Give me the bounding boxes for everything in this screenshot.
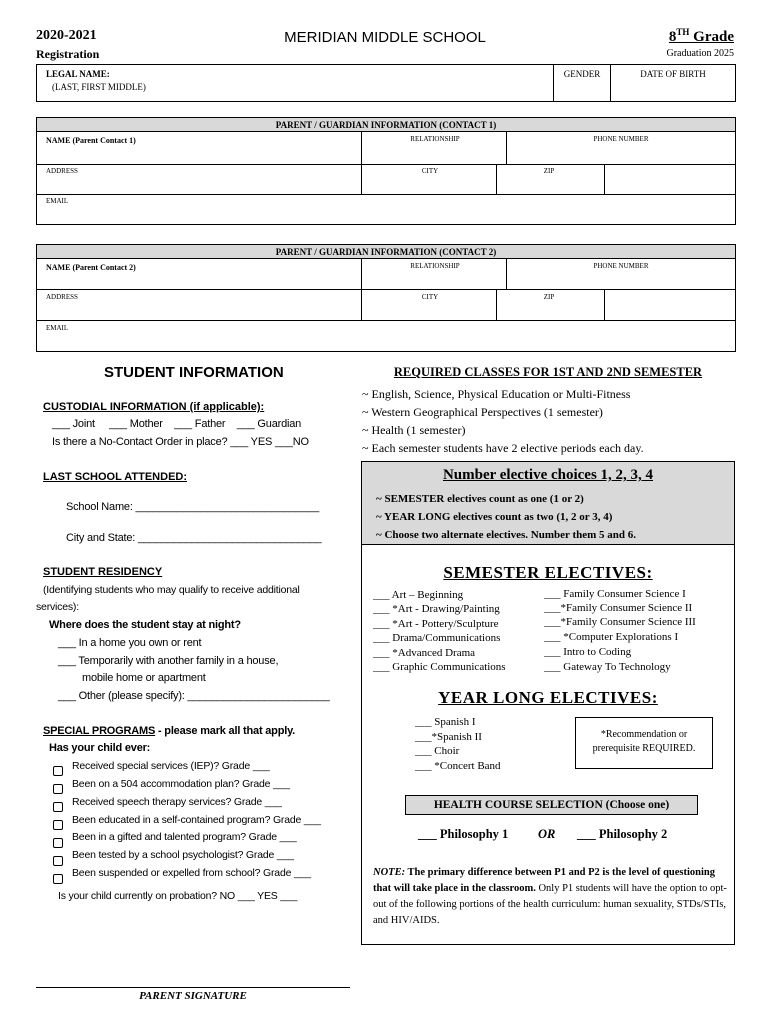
contact1-city-field[interactable] xyxy=(365,176,493,192)
special-checkbox-5[interactable] xyxy=(53,856,63,866)
contact1-address-label: ADDRESS xyxy=(46,167,78,175)
special-item-4: Been in a gifted and talented program? Grade ___ xyxy=(72,831,297,843)
required-item-2: ~ Health (1 semester) xyxy=(362,423,466,437)
legal-name-sub: (LAST, FIRST MIDDLE) xyxy=(52,82,146,92)
semester-right-5[interactable]: ___ Gateway To Technology xyxy=(544,661,671,673)
semester-right-3[interactable]: ___ *Computer Explorations I xyxy=(544,631,679,643)
special-programs-suffix: - please mark all that apply. xyxy=(155,725,296,737)
contact2-city-label: CITY xyxy=(421,293,439,301)
yearlong-item-0[interactable]: ___ Spanish I xyxy=(415,716,476,728)
contact1-zip-field[interactable] xyxy=(499,176,603,192)
custodial-options[interactable]: ___ Joint ___ Mother ___ Father ___ Guardian xyxy=(52,418,302,430)
special-item-3: Been educated in a self-contained program? Grade ___ xyxy=(72,814,321,826)
legal-name-field[interactable] xyxy=(41,68,549,98)
contact2-email-label: EMAIL xyxy=(46,324,69,332)
school-name-line[interactable]: School Name: _______________________________ xyxy=(66,501,319,513)
elective-choices-title: Number elective choices 1, 2, 3, 4 xyxy=(442,467,654,483)
legal-name-label: LEGAL NAME: xyxy=(46,69,110,79)
yearlong-item-2[interactable]: ___ Choir xyxy=(415,745,460,757)
contact2-relationship-field[interactable] xyxy=(365,271,503,287)
contact1-address-field[interactable] xyxy=(41,176,359,192)
recommendation-note-1: *Recommendation or xyxy=(600,729,688,740)
contact1-box xyxy=(36,117,736,225)
contact1-phone-field[interactable] xyxy=(509,144,733,162)
required-item-0: ~ English, Science, Physical Education or Multi-Fitness xyxy=(362,387,631,401)
contact1-extra-field[interactable] xyxy=(607,168,733,192)
choice-rule-1: ~ YEAR LONG electives count as two (1, 2 or 3, 4) xyxy=(376,511,613,523)
signature-label: PARENT SIGNATURE xyxy=(139,990,247,1002)
contact2-zip-label: ZIP xyxy=(543,293,555,301)
health-note xyxy=(373,865,733,929)
residency-option-temporary[interactable]: ___ Temporarily with another family in a house, xyxy=(58,655,279,667)
contact2-relationship-label: RELATIONSHIP xyxy=(410,262,460,270)
contact2-name-label: NAME (Parent Contact 2) xyxy=(46,263,136,272)
special-checkbox-1[interactable] xyxy=(53,784,63,794)
residency-option-own[interactable]: ___ In a home you own or rent xyxy=(58,637,202,649)
recommendation-note-box xyxy=(575,717,713,769)
yearlong-electives-title: YEAR LONG ELECTIVES: xyxy=(438,688,658,707)
city-state-line[interactable]: City and State: _______________________________ xyxy=(66,532,322,544)
contact2-address-label: ADDRESS xyxy=(46,293,78,301)
semester-right-2[interactable]: ___*Family Consumer Science III xyxy=(544,616,696,628)
contact1-phone-label: PHONE NUMBER xyxy=(593,135,649,143)
legal-name-box xyxy=(36,64,736,102)
choice-rule-0: ~ SEMESTER electives count as one (1 or 2) xyxy=(376,493,584,505)
special-programs-heading xyxy=(43,725,295,737)
signature-line[interactable] xyxy=(36,987,350,988)
dob-field[interactable] xyxy=(613,79,733,99)
special-checkbox-6[interactable] xyxy=(53,874,63,884)
contact1-relationship-label: RELATIONSHIP xyxy=(410,135,460,143)
school-year: 2020-2021 xyxy=(36,28,97,43)
electives-box xyxy=(361,545,735,945)
semester-left-0[interactable]: ___ Art – Beginning xyxy=(373,589,464,601)
graduation-year: Graduation 2025 xyxy=(666,48,734,59)
residency-option-other[interactable]: ___ Other (please specify): ________________________ xyxy=(58,690,330,702)
contact1-relationship-field[interactable] xyxy=(365,144,503,162)
semester-left-3[interactable]: ___ Drama/Communications xyxy=(373,632,501,644)
semester-right-0[interactable]: ___ Family Consumer Science I xyxy=(544,588,686,600)
contact2-city-field[interactable] xyxy=(365,302,493,318)
grade-number: 8 xyxy=(668,29,677,45)
special-checkbox-4[interactable] xyxy=(53,838,63,848)
contact1-name-field[interactable] xyxy=(41,146,359,162)
registration-label: Registration xyxy=(36,47,100,61)
health-note-label: NOTE: xyxy=(373,867,406,878)
custodial-title: CUSTODIAL INFORMATION (if applicable): xyxy=(43,401,265,413)
choice-rule-2: ~ Choose two alternate electives. Number them 5 and 6. xyxy=(376,529,637,541)
special-item-2: Received speech therapy services? Grade ___ xyxy=(72,796,282,808)
last-school-title: LAST SCHOOL ATTENDED: xyxy=(43,471,188,483)
health-or-label: OR xyxy=(538,827,556,841)
required-item-3: ~ Each semester students have 2 elective periods each day. xyxy=(362,441,644,455)
grade-suffix: TH xyxy=(676,27,690,37)
dob-label: DATE OF BIRTH xyxy=(640,69,706,79)
contact2-zip-field[interactable] xyxy=(499,302,603,318)
semester-right-1[interactable]: ___*Family Consumer Science II xyxy=(544,602,693,614)
contact1-email-field[interactable] xyxy=(41,206,731,222)
philosophy-2-option[interactable]: ___ Philosophy 2 xyxy=(577,827,668,841)
special-checkbox-3[interactable] xyxy=(53,820,63,830)
contact2-name-field[interactable] xyxy=(41,273,359,289)
residency-option-temporary-cont: mobile home or apartment xyxy=(82,672,206,684)
required-item-1: ~ Western Geographical Perspectives (1 semester) xyxy=(362,405,603,419)
health-note-rest: Only P1 students will have the option to opt-out of the following portions of the health curriculum: human sexuality, STDs/STIs, and HIV/AIDS. xyxy=(373,883,727,926)
student-info-title: STUDENT INFORMATION xyxy=(104,364,284,381)
special-item-1: Been on a 504 accommodation plan? Grade ___ xyxy=(72,778,290,790)
contact2-address-field[interactable] xyxy=(41,302,359,318)
contact2-box xyxy=(36,244,736,352)
residency-title: STUDENT RESIDENCY xyxy=(43,566,163,578)
special-checkbox-0[interactable] xyxy=(53,766,63,776)
contact2-email-field[interactable] xyxy=(41,333,731,349)
semester-electives-title: SEMESTER ELECTIVES: xyxy=(443,563,653,582)
special-item-6: Been suspended or expelled from school? Grade ___ xyxy=(72,867,311,879)
contact1-email-label: EMAIL xyxy=(46,197,69,205)
contact2-extra-field[interactable] xyxy=(607,293,733,318)
gender-label: GENDER xyxy=(563,69,601,79)
has-child-label: Has your child ever: xyxy=(49,742,151,754)
school-name: MERIDIAN MIDDLE SCHOOL xyxy=(284,29,486,46)
contact2-heading: PARENT / GUARDIAN INFORMATION (CONTACT 2) xyxy=(37,245,735,259)
health-note-bold: The primary difference between P1 and P2 is the level of questioning that will take place in the classroom. xyxy=(373,867,716,894)
contact1-city-label: CITY xyxy=(421,167,439,175)
required-title: REQUIRED CLASSES FOR 1ST AND 2ND SEMESTER xyxy=(393,365,703,379)
grade-word: Grade xyxy=(689,29,734,45)
semester-right-4[interactable]: ___ Intro to Coding xyxy=(544,646,632,658)
residency-desc-2: services): xyxy=(36,601,79,613)
residency-desc-1: (Identifying students who may qualify to receive additional xyxy=(43,584,300,596)
semester-left-2[interactable]: ___ *Art - Pottery/Sculpture xyxy=(373,618,499,630)
yearlong-item-3[interactable]: ___ *Concert Band xyxy=(415,760,501,772)
semester-left-5[interactable]: ___ Graphic Communications xyxy=(373,661,506,673)
special-item-5: Been tested by a school psychologist? Grade ___ xyxy=(72,849,294,861)
contact2-phone-label: PHONE NUMBER xyxy=(593,262,649,270)
special-checkbox-2[interactable] xyxy=(53,802,63,812)
contact1-name-label: NAME (Parent Contact 1) xyxy=(46,136,136,145)
probation-question[interactable]: Is your child currently on probation? NO ___ YES ___ xyxy=(58,890,298,902)
grade-label xyxy=(669,27,734,46)
gender-field[interactable] xyxy=(555,79,607,99)
semester-left-4[interactable]: ___ *Advanced Drama xyxy=(373,647,476,659)
special-item-0: Received special services (IEP)? Grade ___ xyxy=(72,760,270,772)
where-question: Where does the student stay at night? xyxy=(49,619,241,631)
special-programs-title: SPECIAL PROGRAMS xyxy=(43,725,156,737)
health-selection-title: HEALTH COURSE SELECTION (Choose one) xyxy=(405,795,698,815)
elective-choices-box xyxy=(361,461,735,545)
recommendation-note-2: prerequisite REQUIRED. xyxy=(592,743,696,754)
no-contact-question[interactable]: Is there a No-Contact Order in place? ___ YES ___NO xyxy=(52,436,309,448)
contact1-heading: PARENT / GUARDIAN INFORMATION (CONTACT 1) xyxy=(37,118,735,132)
contact1-zip-label: ZIP xyxy=(543,167,555,175)
yearlong-item-1[interactable]: ___*Spanish II xyxy=(415,731,482,743)
philosophy-1-option[interactable]: ___ Philosophy 1 xyxy=(418,827,509,841)
semester-left-1[interactable]: ___ *Art - Drawing/Painting xyxy=(373,603,500,615)
contact2-phone-field[interactable] xyxy=(509,271,733,287)
